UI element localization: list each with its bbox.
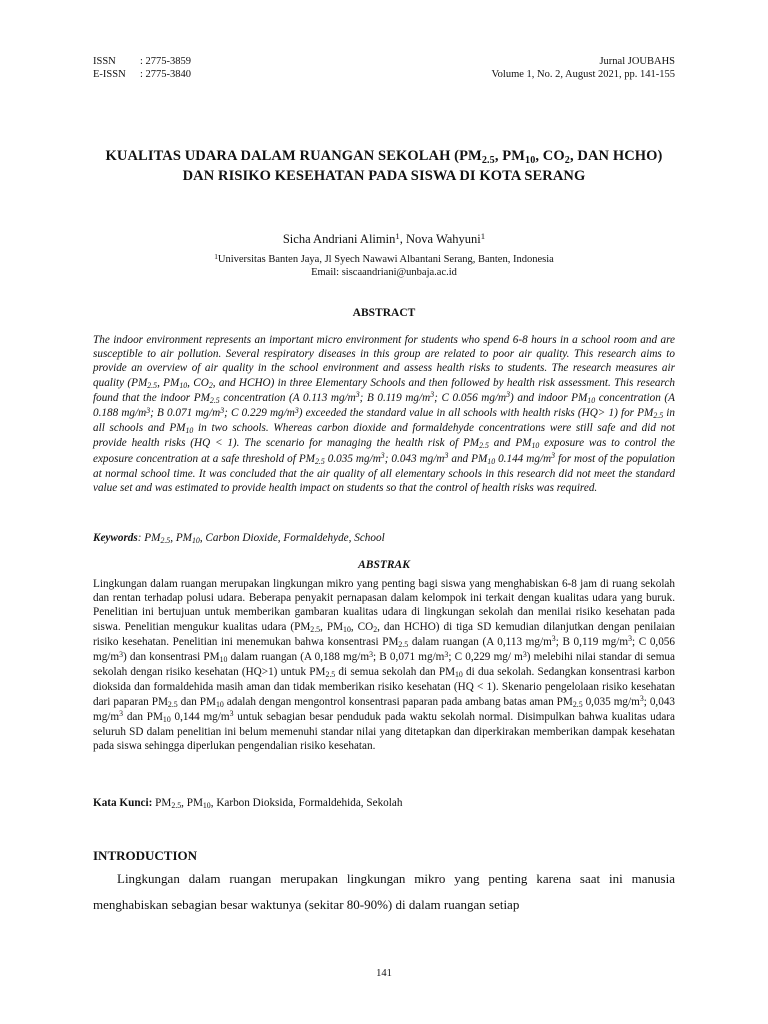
abstrak-sub: 10 [219, 654, 228, 664]
kata-kunci-sub: 2.5 [171, 800, 182, 810]
kata-kunci-text: PM [152, 797, 172, 809]
author-name: Sicha Andriani Alimin [282, 232, 396, 246]
title-part: , DAN HCHO) DAN RISIKO KESEHATAN PADA SISWA DI KOTA SERANG [182, 148, 663, 184]
abstract-text: for most of the population at normal school time. It was concluded that the air quality of all elementary schools in this research did not meet the standard value set and was estimated to provide health impact on students so that the control of health risks was required. [93, 452, 675, 495]
abstract-sub: 10 [531, 441, 540, 451]
abstrak-text: di semua sekolah dan PM [335, 666, 456, 679]
abstract-sub: 2.5 [479, 441, 489, 451]
abstract-sub: 2.5 [147, 380, 158, 390]
keywords-line [93, 531, 675, 546]
keywords-label: Keywords [93, 532, 138, 544]
paper-title [100, 147, 668, 185]
abstract-text: ; B 0.071 mg/m [150, 407, 221, 420]
abstract-sub: 2.5 [315, 456, 325, 466]
title-part: , CO [535, 148, 565, 164]
abstract-text: ) exceeded the standard value in all schools with health risks (HQ> 1) for PM [298, 407, 654, 420]
abstrak-text: di dua sekolah. Sedangkan konsentrasi karbon dioksida dan formaldehida masih aman dan tidak memberikan risiko kesehatan (HQ < 1). Skenario pengelolaan risiko kesehatan dari paparan PM [93, 666, 675, 708]
journal-volume: Volume 1, No. 2, August 2021, pp. 141-155 [491, 69, 675, 80]
abstract-text: exposure was to control the exposure concentration at a safe threshold of PM [93, 437, 676, 465]
journal-issn-block [93, 55, 191, 81]
abstrak-text: ; 0,043 mg/m [93, 695, 676, 723]
abstrak-sub: 2.5 [398, 639, 409, 649]
abstract-english [93, 333, 675, 495]
affiliation-text: Universitas Banten Jaya, Jl Syech Nawawi Albantani Serang, Banten, Indonesia [217, 254, 554, 265]
abstrak-sub: 10 [343, 624, 351, 634]
abstrak-text: dan PM [123, 710, 163, 723]
keyword-sub: 10 [191, 535, 200, 545]
abstract-sub: 10 [487, 456, 496, 466]
abstract-text: concentration (A 0.113 mg/m [219, 391, 356, 404]
abstrak-text: dan PM [177, 695, 216, 708]
abstrak-text: untuk sebagian besar penduduk pada waktu sekolah normal. Disimpulkan bahwa kualitas udara seluruh SD dalam penelitian ini belum memenuhi standar nilai yang ditetapkan dan diperkirakan memberikan dampak kesehatan pada siswa sehingga diperlukan pengendalian risiko kesehatan. [93, 710, 675, 753]
abstrak-text: dalam ruangan (A 0,113 mg/m [408, 635, 552, 648]
author-separator: , [399, 232, 406, 246]
abstract-text: concentration (A 0.188 mg/m [93, 391, 675, 420]
abstrak-sub: 10 [455, 670, 463, 680]
abstrak-sub: 2.5 [167, 699, 178, 709]
abstract-text: , CO [187, 376, 209, 389]
keyword-text: , PM [170, 532, 192, 544]
eissn-value: : 2775-3840 [140, 69, 192, 80]
abstract-sub: 2.5 [653, 410, 664, 420]
abstrak-text: , dan HCHO) di tiga SD kemudian dilanjutkan dengan penilaian risiko kesehatan. Penelitian ini menemukan bahwa konsentrasi PM [93, 620, 676, 648]
abstract-text: ; B 0.119 mg/m [359, 391, 431, 404]
eissn-label: E-ISSN [93, 69, 126, 80]
abstract-text: ; C 0.056 mg/m [434, 391, 507, 404]
author-affil-mark: 1 [480, 231, 486, 242]
abstrak-sup: 3 [444, 649, 449, 659]
affiliation-line [0, 253, 768, 266]
abstract-text: , PM [157, 376, 180, 389]
abstract-text: , and HCHO) in three Elementary Schools and then followed by health risk assessment. This research found that the indoor PM [93, 376, 676, 404]
author-name: Nova Wahyuni [405, 232, 481, 246]
page-number: 141 [376, 968, 392, 979]
abstrak-sup: 3 [369, 649, 374, 659]
kata-kunci-text: , PM [181, 797, 203, 809]
kata-kunci-label: Kata Kunci: [93, 797, 153, 809]
abstract-sup: 3 [551, 451, 556, 461]
abstrak-sup: 3 [628, 634, 632, 644]
abstrak-sup: 3 [119, 649, 124, 659]
author-affil-mark: 1 [395, 231, 400, 242]
affiliation-mark: 1 [214, 251, 218, 261]
abstract-sup: 3 [294, 405, 299, 415]
abstrak-sup: 3 [551, 634, 556, 644]
abstrak-text: ) dan konsentrasi PM [123, 651, 220, 664]
abstract-text: in all schools and PM [93, 407, 676, 435]
abstract-text: in two schools. Whereas carbon dioxide and formaldehyde concentrations were still safe and did not provide health risks (HQ < 1). The scenario for managing the health risk of PM [93, 422, 675, 450]
affiliation-block [0, 253, 768, 279]
abstrak-heading: ABSTRAK [358, 559, 410, 571]
abstract-text: ; C 0.229 mg/m [224, 407, 295, 420]
abstract-sub: 10 [185, 426, 194, 436]
abstract-text: and PM [448, 452, 488, 465]
abstrak-text: adalah dengan mengontrol konsentrasi paparan pada ambang batas aman PM [223, 695, 573, 708]
abstrak-text: ; C 0,229 mg/ m [448, 651, 523, 664]
kata-kunci-sub: 10 [202, 800, 211, 810]
abstrak-text: ; C 0,056 mg/m [93, 635, 675, 664]
title-sub: 2 [564, 154, 570, 166]
abstract-text: ; 0.043 mg/m [384, 452, 445, 465]
abstract-sup: 3 [430, 390, 435, 400]
abstrak-text: , PM [320, 620, 344, 633]
abstract-text: and PM [488, 437, 532, 450]
keyword-text: , Carbon Dioxide, Formaldehyde, School [199, 532, 385, 544]
abstrak-text: 0,144 mg/m [170, 710, 230, 723]
abstrak-indonesian [93, 577, 675, 753]
abstract-text: ) and indoor PM [510, 391, 588, 404]
introduction-paragraph: Lingkungan dalam ruangan merupakan lingkungan mikro yang penting karena saat ini manusia menghabiskan sebagian besar waktunya (sekitar 80-90%) di dalam ruangan setiap [93, 871, 675, 912]
kata-kunci-text: , Karbon Dioksida, Formaldehida, Sekolah [210, 797, 403, 809]
abstrak-text: Lingkungan dalam ruangan merupakan lingkungan mikro yang penting bagi siswa yang menghabiskan 6-8 jam di ruang sekolah dan rentan terhadap polusi udara. Beberapa penyakit pernapasan dalam kelompok ini terkait dengan kualitas udara yang buruk. Penelitian ini bertujuan untuk memberikan gambaran kualitas udara di lingkungan sekolah dan menilai risiko kesehatan pada siswa. Penelitian mengukur kualitas udara (PM [93, 578, 675, 633]
abstract-sub: 10 [587, 395, 596, 405]
introduction-heading: INTRODUCTION [93, 848, 198, 863]
abstract-sub: 10 [179, 380, 188, 390]
abstract-sup: 3 [146, 405, 151, 415]
issn-value: : 2775-3859 [140, 56, 192, 67]
issn-line [93, 55, 191, 68]
title-sub: 2.5 [481, 154, 495, 166]
abstrak-sub: 10 [215, 699, 224, 709]
keyword-text: : PM [137, 532, 161, 544]
abstract-text: The indoor environment represents an important micro environment for students who spend 6-8 hours in a school room and are susceptible to air pollution. Several respiratory diseases in this group are related to poor air quality. This research aims to provide an overview of air quality in the school environment and assess health risks to students. The research measures air quality (PM [93, 334, 675, 389]
abstrak-sup: 3 [229, 709, 234, 719]
abstract-sup: 3 [380, 451, 385, 461]
keyword-sub: 2.5 [160, 535, 171, 545]
abstrak-text: ; B 0,071 mg/m [373, 651, 445, 664]
abstrak-text: , CO [350, 620, 374, 633]
issn-label: ISSN [93, 56, 116, 67]
kata-kunci-line [93, 796, 675, 811]
abstrak-sub: 2 [373, 624, 378, 634]
title-part: , PM [494, 148, 526, 164]
abstract-sup: 3 [220, 405, 225, 415]
eissn-line [93, 68, 191, 81]
abstract-sup: 3 [355, 390, 360, 400]
title-sub: 10 [525, 154, 536, 166]
abstract-sup: 3 [444, 451, 449, 461]
abstract-sub: 2.5 [209, 395, 220, 405]
title-part: KUALITAS UDARA DALAM RUANGAN SEKOLAH (PM [105, 148, 482, 164]
abstrak-sup: 3 [639, 694, 644, 704]
abstrak-text: 0,035 mg/m [582, 695, 640, 708]
journal-info-block [491, 55, 675, 81]
abstract-text: 0.035 mg/m [324, 452, 381, 465]
abstract-sup: 3 [506, 390, 511, 400]
abstrak-sub: 2.5 [310, 624, 321, 634]
abstract-sub: 2 [208, 380, 213, 390]
abstrak-text: ) melebihi nilai standar di semua sekolah dengan risiko kesehatan (HQ>1) untuk PM [93, 651, 675, 679]
abstrak-text: dalam ruangan (A 0,188 mg/m [227, 651, 370, 664]
author-email: Email: siscaandriani@unbaja.ac.id [311, 267, 457, 278]
abstrak-sub: 2.5 [572, 699, 583, 709]
journal-name: Jurnal JOUBAHS [599, 56, 675, 67]
abstrak-sub: 10 [162, 714, 171, 724]
author-list [0, 232, 768, 247]
abstract-heading: ABSTRACT [352, 307, 416, 319]
abstrak-text: ; B 0,119 mg/m [555, 635, 629, 648]
abstrak-sup: 3 [522, 649, 527, 659]
abstrak-sub: 2.5 [325, 670, 336, 680]
abstrak-sup: 3 [119, 709, 124, 719]
abstract-text: 0.144 mg/m [495, 452, 552, 465]
